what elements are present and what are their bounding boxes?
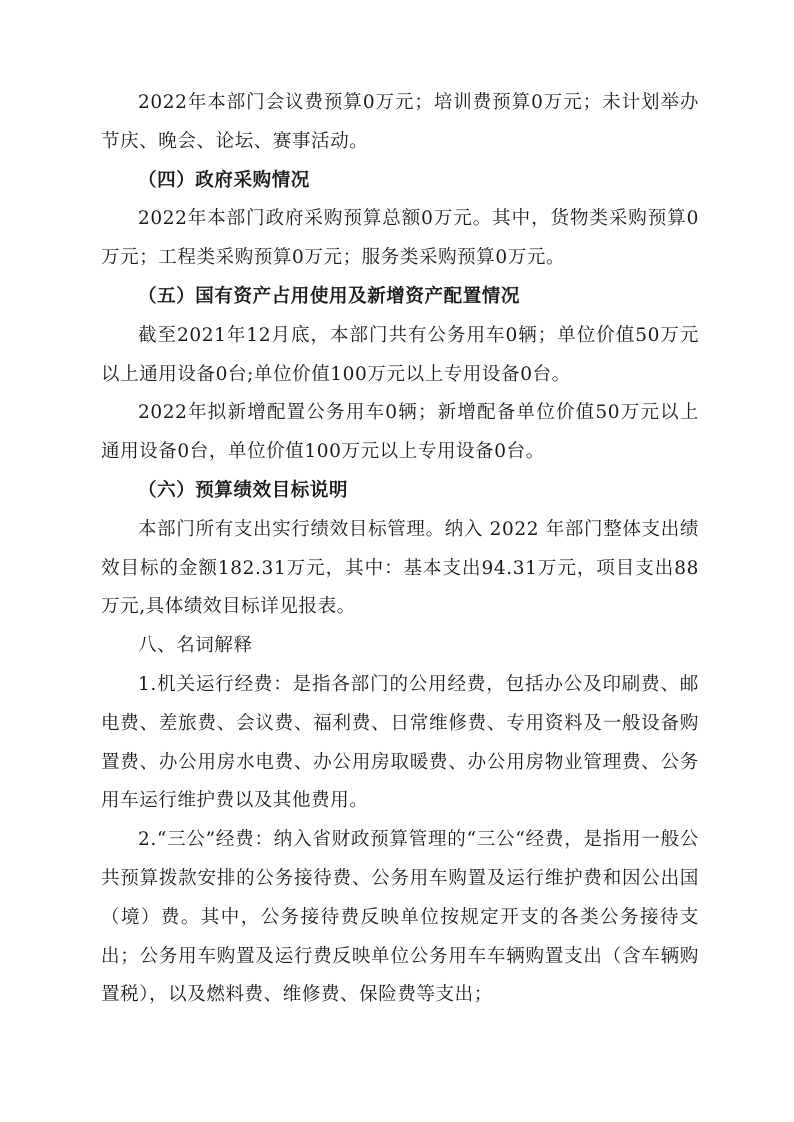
paragraph-existing-assets: 截至2021年12月底，本部门共有公务用车0辆；单位价值50万元以上通用设备0台;单位价值100万元以上专用设备0台。: [101, 324, 699, 385]
paragraph-glossary-three-public: 2.“三公”经费：纳入省财政预算管理的“三公“经费，是指用一般公共预算拨款安排的公务接待费、公务用车购置及运行维护费和因公出国（境）费。其中，公务接待费反映单位按规定开支的各类公务接待支出；公务用车购置及运行费反映单位公务用车车辆购置支出（含车辆购置税），以及燃料费、维修费、保险费等支出；: [101, 829, 699, 1006]
paragraph-meeting-training-budget: 2022年本部门会议费预算0万元；培训费预算0万元；未计划举办节庆、晚会、论坛、赛事活动。: [101, 92, 699, 152]
heading-state-assets: （五）国有资产占用使用及新增资产配置情况: [138, 285, 521, 307]
heading-performance-goals: （六）预算绩效目标说明: [138, 479, 349, 501]
paragraph-glossary-operating-costs: 1.机关运行经费：是指各部门的公用经费，包括办公及印刷费、邮电费、差旅费、会议费、福利费、日常维修费、专用资料及一般设备购置费、办公用房水电费、办公用房取暖费、办公用房物业管理费、公务用车运行维护费以及其他费用。: [101, 673, 699, 812]
section-glossary: 八、名词解释: [138, 635, 253, 657]
heading-government-procurement: （四）政府采购情况: [138, 169, 310, 191]
document-body: [101, 84, 699, 1015]
paragraph-procurement-budget: 2022年本部门政府采购预算总额0万元。其中，货物类采购预算0万元；工程类采购预算0万元；服务类采购预算0万元。: [101, 208, 699, 269]
paragraph-new-assets: 2022年拟新增配置公务用车0辆；新增配备单位价值50万元以上通用设备0台，单位价值100万元以上专用设备0台。: [101, 402, 699, 463]
paragraph-performance-goals: 本部门所有支出实行绩效目标管理。纳入 2022 年部门整体支出绩效目标的金额182.31万元，其中：基本支出94.31万元，项目支出88万元,具体绩效目标详见报表。: [101, 518, 699, 618]
